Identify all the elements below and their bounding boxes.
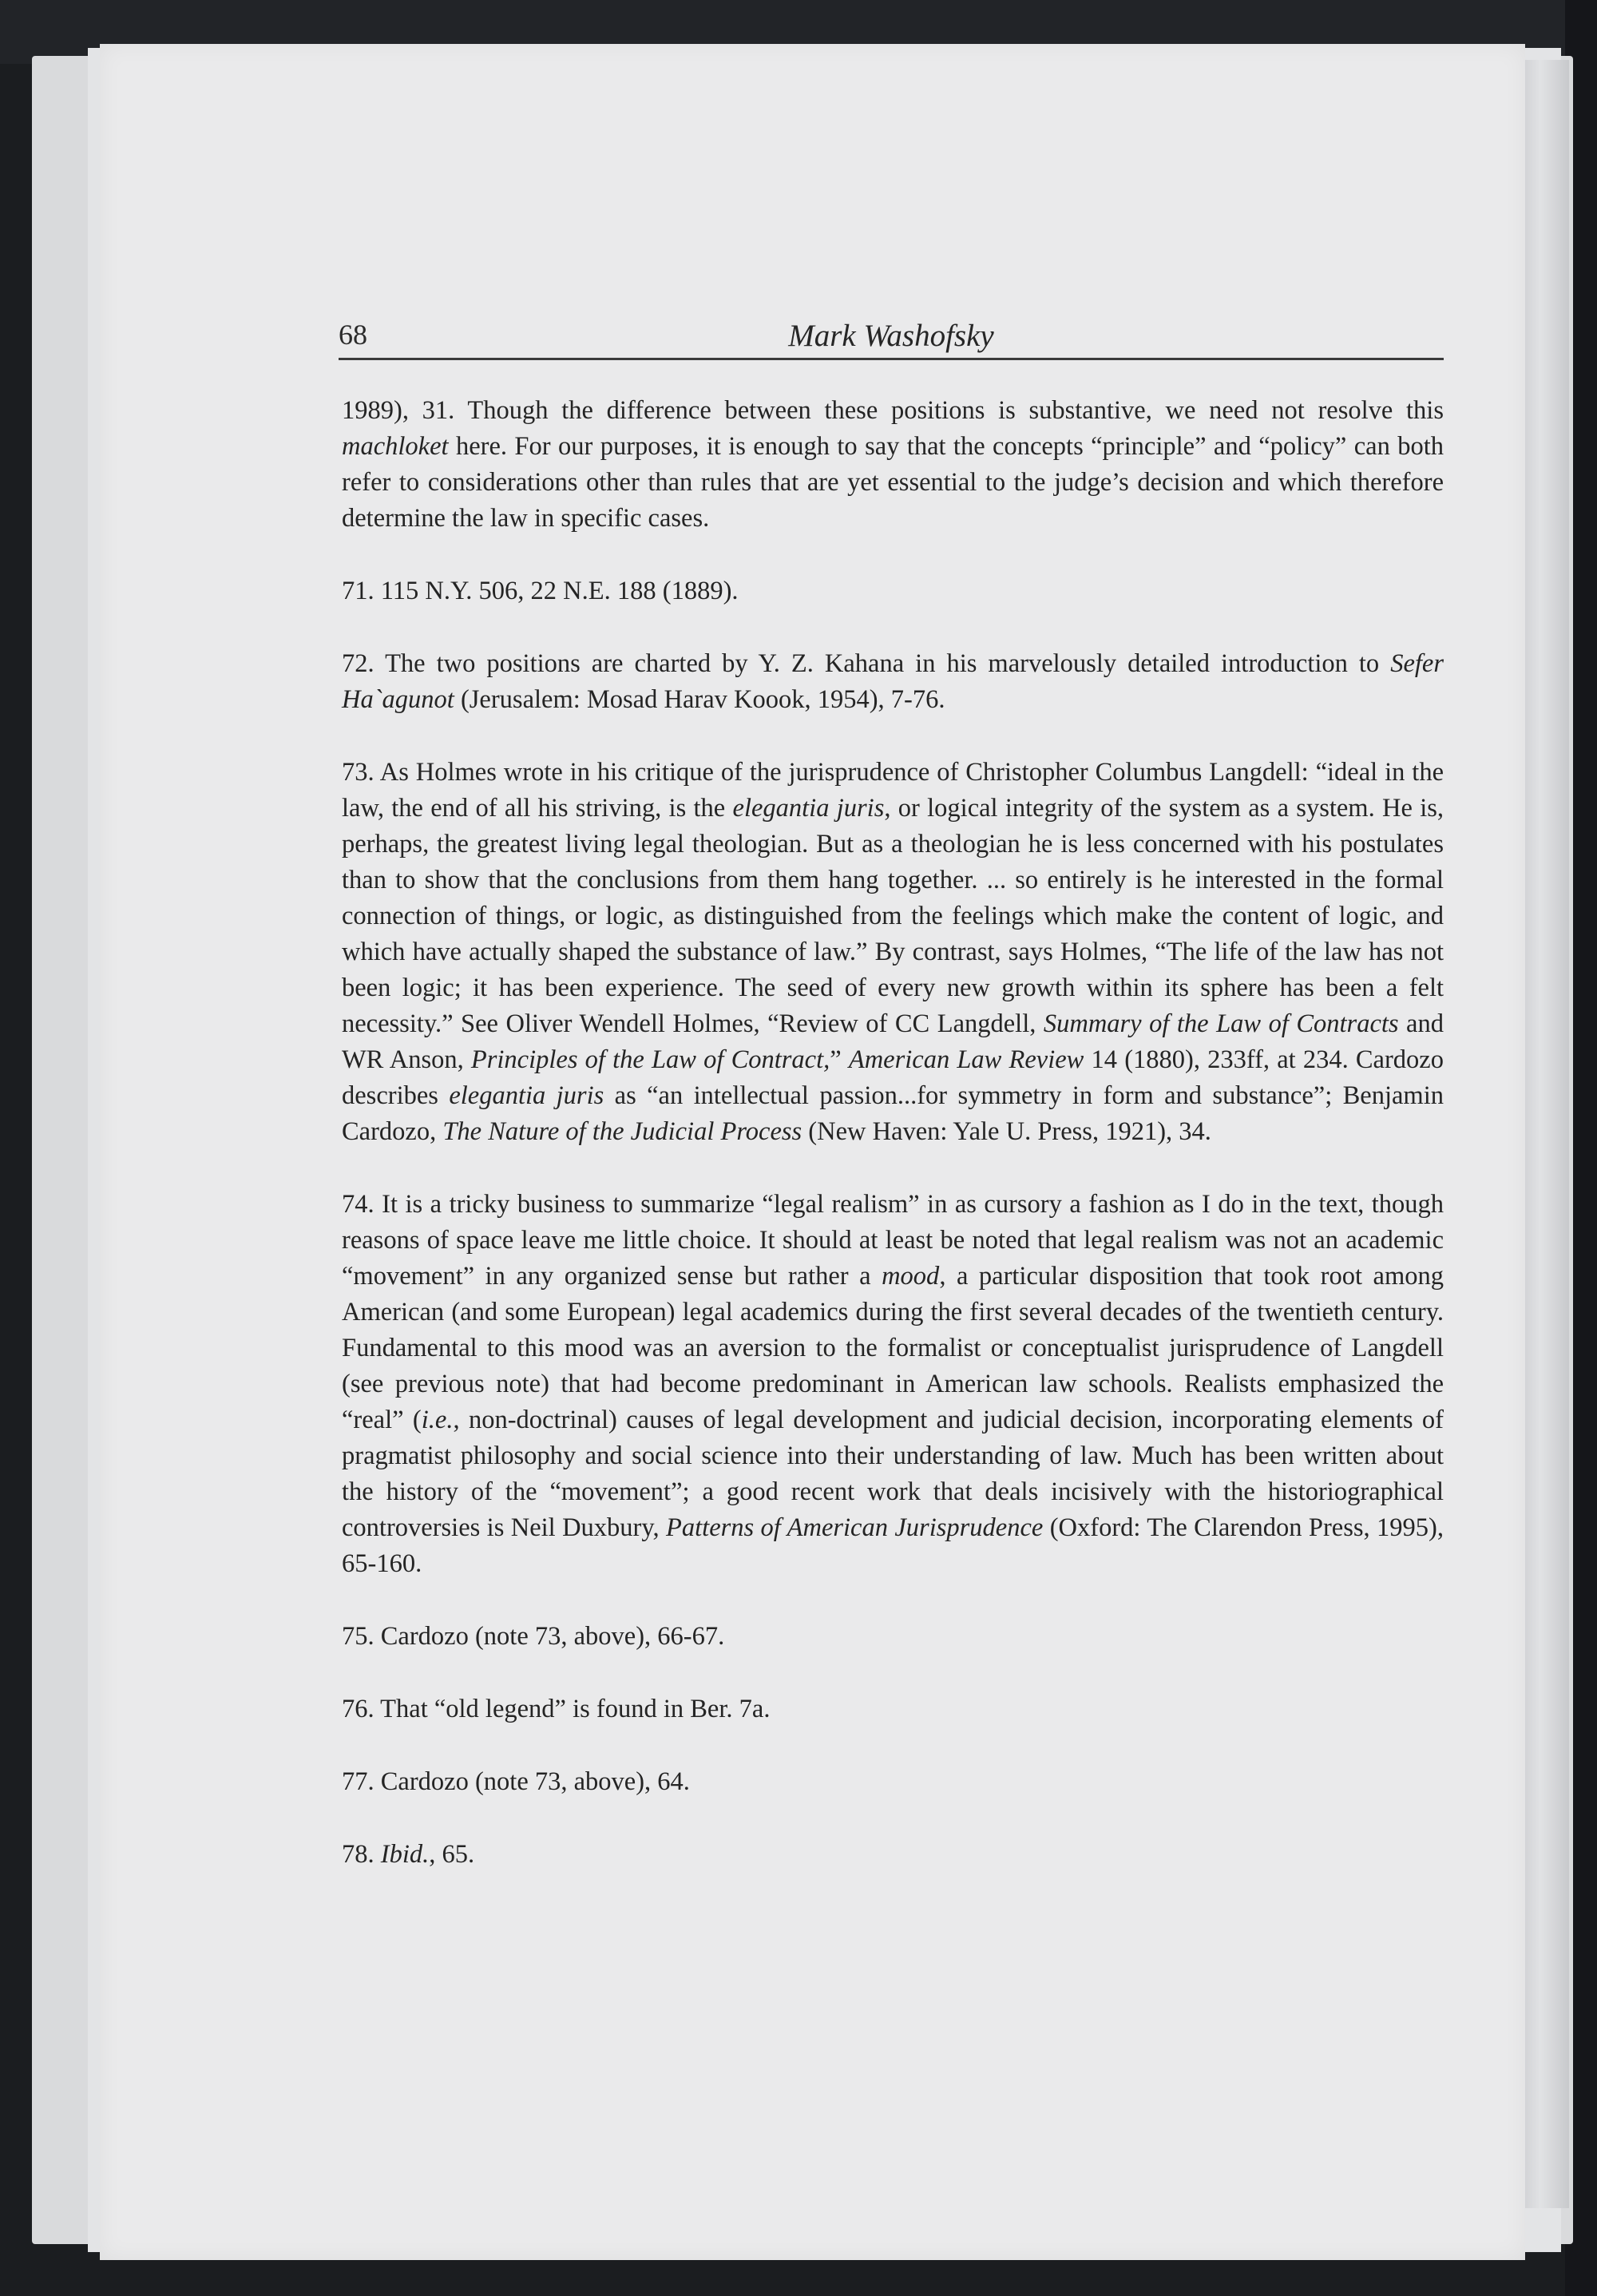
italic-text: The Nature of the Judicial Process <box>442 1117 802 1146</box>
italic-text: Ibid. <box>380 1840 430 1869</box>
note-text: , non-doctrinal) causes of legal development and judicial decision, incorporating elements of pragmatist philosophy and social science into their understanding of law. Much has been written about the history of the “movement”; a good recent work that deals incisively with the historiographical controversies is Neil Duxbury, <box>342 1406 1444 1542</box>
note-74 <box>342 1187 1444 1582</box>
note-text: as “an intellectual passion...for symmetry in form and substance”; Benjamin Cardozo, <box>342 1081 1444 1146</box>
note-text: 76. That “old legend” is found in Ber. 7a. <box>342 1695 771 1723</box>
italic-text: mood <box>882 1262 940 1291</box>
note-text: 72. The two positions are charted by Y. Z. Kahana in his marvelously detailed introduction to <box>342 649 1391 678</box>
note-text: and WR Anson, <box>342 1009 1444 1074</box>
note-text: 1989), 31. Though the difference between these positions is substantive, we need not resolve this <box>342 396 1444 425</box>
note-text: (Oxford: The Clarendon Press, 1995), 65-160. <box>342 1513 1444 1578</box>
note-71 <box>342 573 1444 609</box>
note-text: 77. Cardozo (note 73, above), 64. <box>342 1767 690 1796</box>
note-continuation <box>342 393 1444 537</box>
italic-text: i.e. <box>421 1406 454 1434</box>
running-head: Mark Washofsky <box>788 319 994 353</box>
italic-text: Principles of the Law of Contract, <box>470 1045 830 1074</box>
note-76 <box>342 1691 1444 1727</box>
note-text: , a particular disposition that took root among American (and some European) legal academics during the first several decades of the twentieth century. Fundamental to this mood was an aversion to the formalist or conceptualist jurisprudence of Langdell (see previous note) that had become predominant in American law schools. Realists emphasized the “real” ( <box>342 1262 1444 1434</box>
page-fore-edge <box>1521 60 1569 2208</box>
italic-text: Patterns of American Jurisprudence <box>666 1513 1044 1542</box>
endnotes <box>342 393 1444 1873</box>
note-text: 78. <box>342 1840 381 1869</box>
page-number: 68 <box>339 319 367 351</box>
note-72 <box>342 646 1444 718</box>
note-text: 14 (1880), 233ff, at 234. Cardozo describes <box>342 1045 1444 1110</box>
italic-text: American Law Review <box>848 1045 1084 1074</box>
note-text: 71. 115 N.Y. 506, 22 N.E. 188 (1889). <box>342 577 739 605</box>
note-text: 75. Cardozo (note 73, above), 66-67. <box>342 1622 725 1651</box>
italic-text: machloket <box>342 432 449 461</box>
italic-text: Sefer Ha`agunot <box>342 649 1444 714</box>
note-75 <box>342 1619 1444 1655</box>
note-text: (Jerusalem: Mosad Harav Koook, 1954), 7-76. <box>454 685 945 714</box>
italic-text: Summary of the Law of Contracts <box>1043 1009 1399 1038</box>
note-text: , 65. <box>429 1840 475 1869</box>
note-text: (New Haven: Yale U. Press, 1921), 34. <box>802 1117 1211 1146</box>
note-73 <box>342 755 1444 1150</box>
note-78 <box>342 1837 1444 1873</box>
note-text: , or logical integrity of the system as a system. He is, perhaps, the greatest living legal theologian. But as a theologian he is less concerned with his postulates than to show that the conclusions from them hang together. ... so entirely is he interested in the formal connection of things, or logic, as distinguished from the feelings which make the content of logic, and which have actually shaped the substance of law.” By contrast, says Holmes, “The life of the law has not been logic; it has been experience. The seed of every new growth within its sphere has been a felt necessity.” See Oliver Wendell Holmes, “Review of CC Langdell, <box>342 794 1444 1038</box>
italic-text: elegantia juris <box>732 794 885 823</box>
page-header <box>339 318 1444 360</box>
note-text: 74. It is a tricky business to summarize “legal realism” in as cursory a fashion as I do in the text, though reasons of space leave me little choice. It should at least be noted that legal realism was not an academic “movement” in any organized sense but rather a <box>342 1190 1444 1291</box>
note-77 <box>342 1764 1444 1800</box>
italic-text: elegantia juris <box>449 1081 604 1110</box>
note-text: here. For our purposes, it is enough to say that the concepts “principle” and “policy” can both refer to considerations other than rules that are yet essential to the judge’s decision and which therefore determine the law in specific cases. <box>342 432 1444 533</box>
note-text: ” <box>830 1045 849 1074</box>
note-text: 73. As Holmes wrote in his critique of the jurisprudence of Christopher Columbus Langdell: “ideal in the law, the end of all his striving, is the <box>342 758 1444 823</box>
